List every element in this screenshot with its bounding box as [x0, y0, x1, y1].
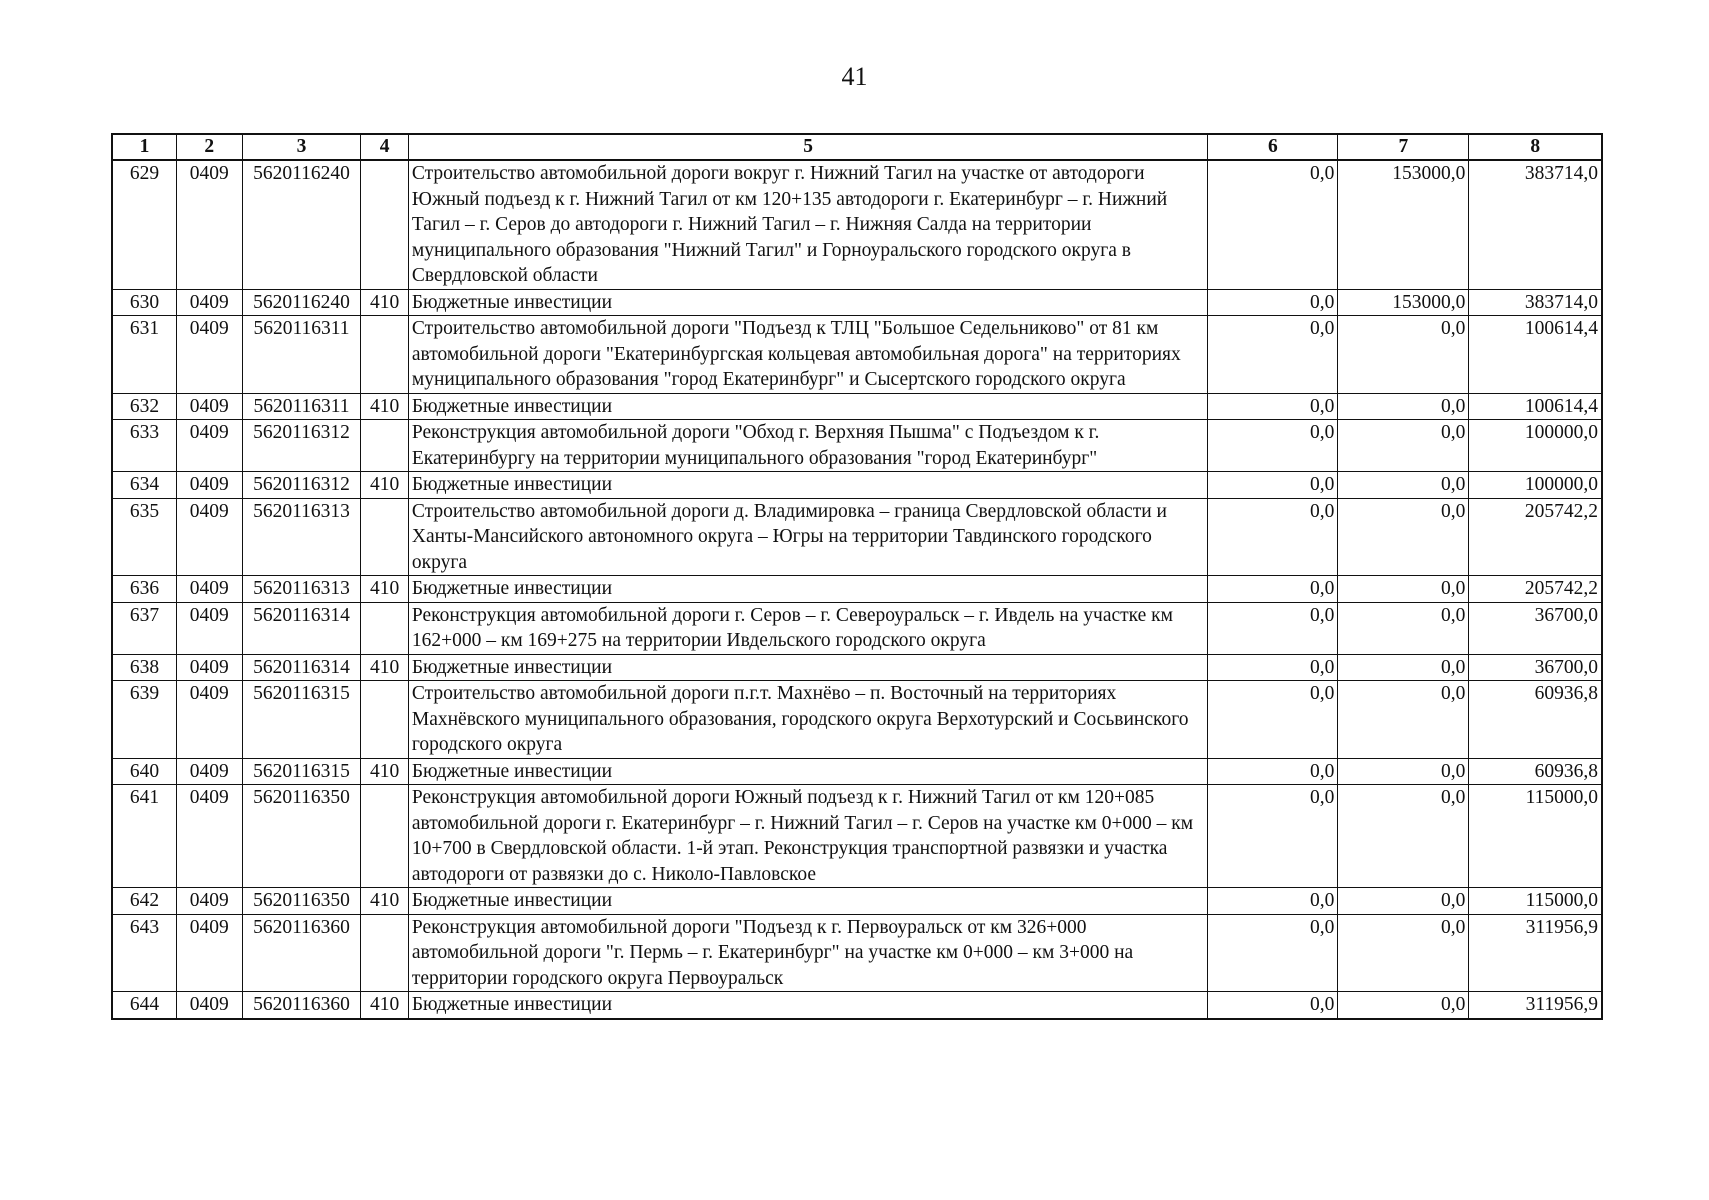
description-cell: Бюджетные инвестиции [408, 393, 1207, 420]
amount-col-8-cell: 383714,0 [1469, 160, 1602, 289]
row-number-cell: 632 [112, 393, 177, 420]
description-cell: Реконструкция автомобильной дороги Южный подъезд к г. Нижний Тагил от км 120+085 автомобильной дороги г. Екатеринбург – г. Нижний Тагил – г. Серов на участке км 0+000 – км 10+700 в Свердловской области. 1-й этап. Реконструкция транспортной развязки и участка автодороги от развязки до с. Николо-Павловское [408, 785, 1207, 888]
amount-col-8-cell: 60936,8 [1469, 758, 1602, 785]
amount-col-7-cell: 0,0 [1338, 888, 1469, 915]
row-number-cell: 635 [112, 498, 177, 576]
table-header-row [112, 134, 1602, 160]
table-row [112, 393, 1602, 420]
section-code-cell: 0409 [177, 160, 243, 289]
description-cell: Бюджетные инвестиции [408, 576, 1207, 603]
amount-col-8-cell: 36700,0 [1469, 602, 1602, 654]
table-row [112, 681, 1602, 759]
section-code-cell: 0409 [177, 420, 243, 472]
table-row [112, 785, 1602, 888]
target-article-cell: 5620116360 [242, 914, 361, 992]
description-cell: Строительство автомобильной дороги "Подъезд к ТЛЦ "Большое Седельниково" от 81 км автомобильной дороги "Екатеринбургская кольцевая автомобильная дорога" на территориях муниципального образования "город Екатеринбург" и Сысертского городского округа [408, 316, 1207, 394]
amount-col-6-cell: 0,0 [1208, 602, 1338, 654]
target-article-cell: 5620116313 [242, 576, 361, 603]
section-code-cell: 0409 [177, 681, 243, 759]
description-cell: Бюджетные инвестиции [408, 992, 1207, 1019]
section-code-cell: 0409 [177, 888, 243, 915]
budget-table [111, 133, 1603, 1020]
row-number-cell: 642 [112, 888, 177, 915]
table-row [112, 160, 1602, 289]
target-article-cell: 5620116311 [242, 393, 361, 420]
expense-type-cell: 410 [361, 888, 408, 915]
row-number-cell: 641 [112, 785, 177, 888]
target-article-cell: 5620116350 [242, 785, 361, 888]
target-article-cell: 5620116315 [242, 681, 361, 759]
table-body [112, 160, 1602, 1019]
amount-col-7-cell: 153000,0 [1338, 160, 1469, 289]
amount-col-7-cell: 0,0 [1338, 420, 1469, 472]
section-code-cell: 0409 [177, 393, 243, 420]
amount-col-7-cell: 0,0 [1338, 992, 1469, 1019]
table-row [112, 420, 1602, 472]
expense-type-cell [361, 681, 408, 759]
target-article-cell: 5620116312 [242, 420, 361, 472]
target-article-cell: 5620116314 [242, 602, 361, 654]
amount-col-6-cell: 0,0 [1208, 289, 1338, 316]
description-cell: Реконструкция автомобильной дороги г. Серов – г. Североуральск – г. Ивдель на участке км 162+000 – км 169+275 на территории Ивдельского городского округа [408, 602, 1207, 654]
amount-col-7-cell: 0,0 [1338, 472, 1469, 499]
description-cell: Строительство автомобильной дороги вокруг г. Нижний Тагил на участке от автодороги Южный подъезд к г. Нижний Тагил от км 120+135 автодороги г. Екатеринбург – г. Нижний Тагил – г. Серов до автодороги г. Нижний Тагил – г. Нижняя Салда на территории муниципального образования "Нижний Тагил" и Горноуральского городского округа в Свердловской области [408, 160, 1207, 289]
table-row [112, 602, 1602, 654]
section-code-cell: 0409 [177, 914, 243, 992]
amount-col-6-cell: 0,0 [1208, 498, 1338, 576]
expense-type-cell [361, 420, 408, 472]
amount-col-6-cell: 0,0 [1208, 420, 1338, 472]
target-article-cell: 5620116315 [242, 758, 361, 785]
expense-type-cell: 410 [361, 472, 408, 499]
header-col-3: 3 [242, 134, 361, 160]
row-number-cell: 639 [112, 681, 177, 759]
section-code-cell: 0409 [177, 316, 243, 394]
target-article-cell: 5620116314 [242, 654, 361, 681]
expense-type-cell [361, 914, 408, 992]
amount-col-7-cell: 0,0 [1338, 758, 1469, 785]
row-number-cell: 633 [112, 420, 177, 472]
amount-col-6-cell: 0,0 [1208, 393, 1338, 420]
amount-col-8-cell: 115000,0 [1469, 785, 1602, 888]
table-row [112, 472, 1602, 499]
target-article-cell: 5620116313 [242, 498, 361, 576]
amount-col-7-cell: 0,0 [1338, 316, 1469, 394]
amount-col-8-cell: 311956,9 [1469, 992, 1602, 1019]
expense-type-cell [361, 602, 408, 654]
amount-col-7-cell: 0,0 [1338, 785, 1469, 888]
row-number-cell: 643 [112, 914, 177, 992]
description-cell: Бюджетные инвестиции [408, 472, 1207, 499]
row-number-cell: 638 [112, 654, 177, 681]
amount-col-6-cell: 0,0 [1208, 758, 1338, 785]
amount-col-8-cell: 383714,0 [1469, 289, 1602, 316]
amount-col-6-cell: 0,0 [1208, 576, 1338, 603]
amount-col-8-cell: 100614,4 [1469, 393, 1602, 420]
amount-col-6-cell: 0,0 [1208, 316, 1338, 394]
amount-col-7-cell: 0,0 [1338, 498, 1469, 576]
table-row [112, 914, 1602, 992]
amount-col-8-cell: 36700,0 [1469, 654, 1602, 681]
row-number-cell: 640 [112, 758, 177, 785]
description-cell: Бюджетные инвестиции [408, 289, 1207, 316]
target-article-cell: 5620116360 [242, 992, 361, 1019]
page-number: 41 [841, 62, 868, 91]
description-cell: Реконструкция автомобильной дороги "Обход г. Верхняя Пышма" с Подъездом к г. Екатеринбургу на территории муниципального образования "город Екатеринбург" [408, 420, 1207, 472]
amount-col-8-cell: 60936,8 [1469, 681, 1602, 759]
header-col-4: 4 [361, 134, 408, 160]
header-col-2: 2 [177, 134, 243, 160]
amount-col-8-cell: 205742,2 [1469, 498, 1602, 576]
target-article-cell: 5620116312 [242, 472, 361, 499]
amount-col-6-cell: 0,0 [1208, 888, 1338, 915]
table-row [112, 576, 1602, 603]
expense-type-cell: 410 [361, 393, 408, 420]
amount-col-7-cell: 0,0 [1338, 576, 1469, 603]
section-code-cell: 0409 [177, 992, 243, 1019]
amount-col-7-cell: 153000,0 [1338, 289, 1469, 316]
header-col-1: 1 [112, 134, 177, 160]
section-code-cell: 0409 [177, 602, 243, 654]
amount-col-6-cell: 0,0 [1208, 160, 1338, 289]
expense-type-cell [361, 316, 408, 394]
amount-col-6-cell: 0,0 [1208, 914, 1338, 992]
description-cell: Бюджетные инвестиции [408, 758, 1207, 785]
section-code-cell: 0409 [177, 498, 243, 576]
section-code-cell: 0409 [177, 785, 243, 888]
row-number-cell: 634 [112, 472, 177, 499]
section-code-cell: 0409 [177, 654, 243, 681]
header-col-7: 7 [1338, 134, 1469, 160]
description-cell: Бюджетные инвестиции [408, 888, 1207, 915]
amount-col-8-cell: 115000,0 [1469, 888, 1602, 915]
expense-type-cell [361, 498, 408, 576]
amount-col-8-cell: 205742,2 [1469, 576, 1602, 603]
table-row [112, 758, 1602, 785]
description-cell: Бюджетные инвестиции [408, 654, 1207, 681]
amount-col-7-cell: 0,0 [1338, 654, 1469, 681]
section-code-cell: 0409 [177, 576, 243, 603]
amount-col-8-cell: 100614,4 [1469, 316, 1602, 394]
amount-col-8-cell: 100000,0 [1469, 420, 1602, 472]
table-row [112, 888, 1602, 915]
target-article-cell: 5620116240 [242, 289, 361, 316]
expense-type-cell [361, 160, 408, 289]
target-article-cell: 5620116311 [242, 316, 361, 394]
expense-type-cell: 410 [361, 289, 408, 316]
section-code-cell: 0409 [177, 472, 243, 499]
amount-col-7-cell: 0,0 [1338, 914, 1469, 992]
row-number-cell: 644 [112, 992, 177, 1019]
table-row [112, 316, 1602, 394]
target-article-cell: 5620116350 [242, 888, 361, 915]
table-row [112, 498, 1602, 576]
header-col-8: 8 [1469, 134, 1602, 160]
expense-type-cell: 410 [361, 992, 408, 1019]
amount-col-6-cell: 0,0 [1208, 654, 1338, 681]
expense-type-cell: 410 [361, 576, 408, 603]
target-article-cell: 5620116240 [242, 160, 361, 289]
table-row [112, 289, 1602, 316]
row-number-cell: 631 [112, 316, 177, 394]
amount-col-8-cell: 100000,0 [1469, 472, 1602, 499]
row-number-cell: 636 [112, 576, 177, 603]
amount-col-6-cell: 0,0 [1208, 992, 1338, 1019]
row-number-cell: 629 [112, 160, 177, 289]
header-col-5: 5 [408, 134, 1207, 160]
amount-col-7-cell: 0,0 [1338, 681, 1469, 759]
description-cell: Реконструкция автомобильной дороги "Подъезд к г. Первоуральск от км 326+000 автомобильной дороги "г. Пермь – г. Екатеринбург" на участке км 0+000 – км 3+000 на территории городского округа Первоуральск [408, 914, 1207, 992]
row-number-cell: 637 [112, 602, 177, 654]
table-row [112, 992, 1602, 1019]
expense-type-cell [361, 785, 408, 888]
row-number-cell: 630 [112, 289, 177, 316]
description-cell: Строительство автомобильной дороги д. Владимировка – граница Свердловской области и Ханты-Мансийского автономного округа – Югры на территории Тавдинского городского округа [408, 498, 1207, 576]
amount-col-6-cell: 0,0 [1208, 681, 1338, 759]
section-code-cell: 0409 [177, 289, 243, 316]
expense-type-cell: 410 [361, 654, 408, 681]
header-col-6: 6 [1208, 134, 1338, 160]
expense-type-cell: 410 [361, 758, 408, 785]
description-cell: Строительство автомобильной дороги п.г.т. Махнёво – п. Восточный на территориях Махнёвского муниципального образования, городского округа Верхотурский и Сосьвинского городского округа [408, 681, 1207, 759]
amount-col-6-cell: 0,0 [1208, 785, 1338, 888]
amount-col-7-cell: 0,0 [1338, 602, 1469, 654]
table-row [112, 654, 1602, 681]
section-code-cell: 0409 [177, 758, 243, 785]
amount-col-7-cell: 0,0 [1338, 393, 1469, 420]
amount-col-6-cell: 0,0 [1208, 472, 1338, 499]
amount-col-8-cell: 311956,9 [1469, 914, 1602, 992]
